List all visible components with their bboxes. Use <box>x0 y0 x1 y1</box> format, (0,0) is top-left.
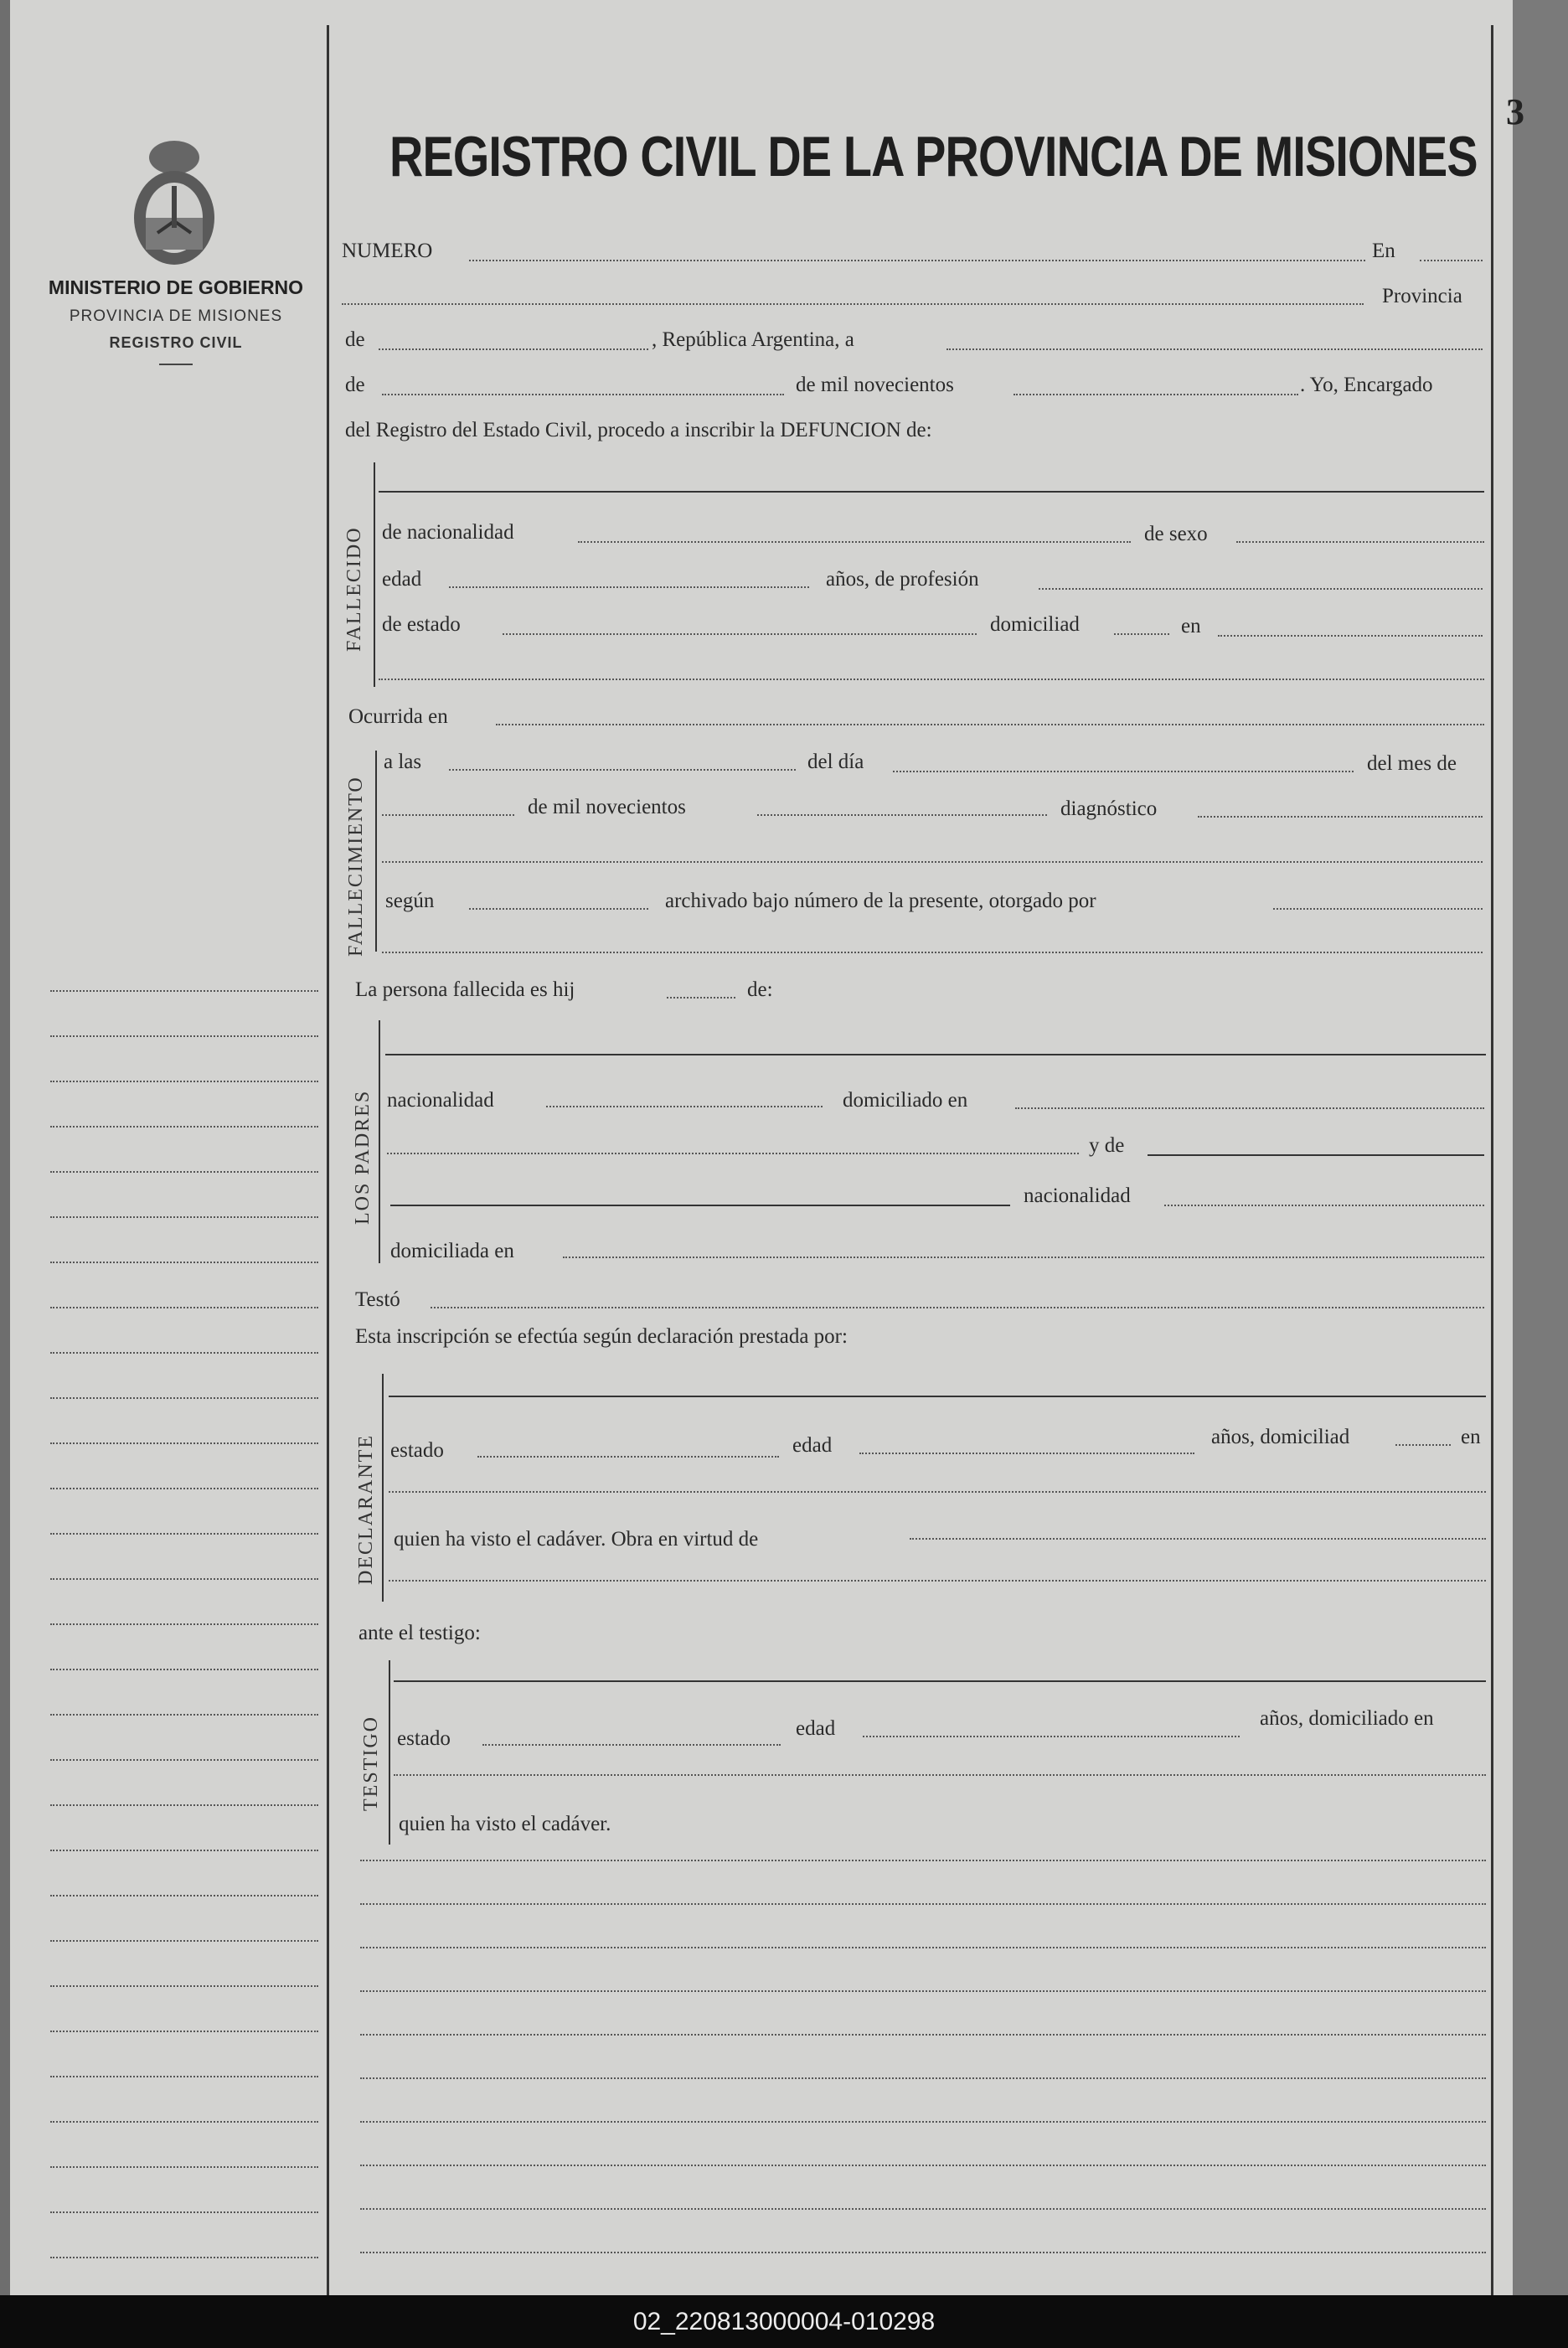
left-margin-rule <box>327 25 329 2295</box>
field-hora[interactable] <box>449 769 796 771</box>
blank-line[interactable] <box>360 2077 1486 2079</box>
field-domiciliad-declarante[interactable] <box>1395 1444 1451 1446</box>
field-profesion[interactable] <box>1039 588 1483 590</box>
declarante-bracket <box>382 1374 384 1602</box>
margin-line[interactable] <box>50 2166 318 2168</box>
label-republica: , República Argentina, a <box>652 328 854 351</box>
margin-line[interactable] <box>50 1397 318 1399</box>
label-yo-encargado: . Yo, Encargado <box>1300 374 1433 396</box>
field-sexo[interactable] <box>1236 541 1484 543</box>
field-province[interactable] <box>379 348 648 350</box>
margin-line[interactable] <box>50 990 318 992</box>
province-name: PROVINCIA DE MISIONES <box>69 307 283 325</box>
label-de-mil: de mil novecientos <box>796 374 954 396</box>
margin-line[interactable] <box>50 1126 318 1128</box>
margin-line[interactable] <box>50 1985 318 1987</box>
label-anos-domiciliado: años, domiciliado en <box>1260 1707 1434 1730</box>
label-ocurrida: Ocurrida en <box>348 705 448 728</box>
right-margin-rule <box>1491 25 1493 2295</box>
field-domicilio-testigo[interactable] <box>394 1774 1486 1776</box>
label-edad-testigo: edad <box>796 1717 836 1740</box>
label-y-de: y de <box>1089 1134 1125 1157</box>
blank-line[interactable] <box>360 2208 1486 2210</box>
declarante-side-label: DECLARANTE <box>355 1434 377 1585</box>
field-obra-virtud-2[interactable] <box>389 1580 1486 1582</box>
field-testigo-name[interactable] <box>394 1680 1486 1682</box>
blank-line[interactable] <box>360 1947 1486 1948</box>
field-year[interactable] <box>1014 394 1298 395</box>
label-de-1: de <box>345 328 365 351</box>
label-quien-obra: quien ha visto el cadáver. Obra en virtud de <box>394 1528 759 1551</box>
label-del-mes: del mes de <box>1367 752 1457 775</box>
field-en[interactable] <box>1420 260 1483 261</box>
margin-line[interactable] <box>50 1895 318 1896</box>
label-nacionalidad-madre: nacionalidad <box>1024 1184 1131 1207</box>
image-id-footer: 02_220813000004-010298 <box>0 2295 1568 2348</box>
field-domicilio[interactable] <box>1218 635 1483 637</box>
blank-line[interactable] <box>360 1990 1486 1992</box>
page-title: REGISTRO CIVIL DE LA PROVINCIA DE MISIONES <box>389 125 1478 188</box>
margin-line[interactable] <box>50 2257 318 2258</box>
field-estado-testigo[interactable] <box>482 1744 781 1746</box>
label-sexo: de sexo <box>1144 523 1208 545</box>
label-anos-profesion: años, de profesión <box>826 568 979 591</box>
field-obra-virtud[interactable] <box>910 1538 1486 1540</box>
margin-line[interactable] <box>50 1940 318 1942</box>
fallecimiento-side-label: FALLECIMIENTO <box>345 776 367 957</box>
field-nacionalidad[interactable] <box>578 541 1131 543</box>
field-segun[interactable] <box>469 908 648 910</box>
label-de-padres: de: <box>747 978 773 1001</box>
label-quien-testigo: quien ha visto el cadáver. <box>399 1813 611 1835</box>
ministry-heading <box>17 276 335 365</box>
field-domicilio-padre[interactable] <box>1015 1107 1484 1109</box>
field-ano[interactable] <box>757 814 1047 816</box>
field-otorgado[interactable] <box>1273 908 1483 910</box>
label-inscripcion: Esta inscripción se efectúa según declaración prestada por: <box>355 1325 848 1348</box>
label-archivado: archivado bajo número de la presente, otorgado por <box>665 890 1096 912</box>
field-day[interactable] <box>946 348 1483 350</box>
label-estado-declarante: estado <box>390 1439 444 1462</box>
margin-line[interactable] <box>50 1714 318 1716</box>
margin-line[interactable] <box>50 1035 318 1037</box>
label-segun: según <box>385 890 435 912</box>
blank-line[interactable] <box>360 1903 1486 1905</box>
label-ante-testigo: ante el testigo: <box>358 1622 481 1644</box>
label-a-las: a las <box>384 751 422 773</box>
registry-name: REGISTRO CIVIL <box>109 334 243 351</box>
label-provincia: Provincia <box>1382 285 1462 307</box>
margin-line[interactable] <box>50 1759 318 1761</box>
field-domicilio-declarante[interactable] <box>389 1491 1486 1493</box>
coat-of-arms-icon <box>124 134 224 268</box>
field-testo[interactable] <box>431 1307 1484 1308</box>
field-locality[interactable] <box>342 303 1364 305</box>
field-edad-declarante[interactable] <box>859 1453 1194 1454</box>
label-domiciliad: domiciliad <box>990 613 1080 636</box>
field-diagnostico[interactable] <box>1198 816 1483 818</box>
label-testo: Testó <box>355 1288 400 1311</box>
page-right-edge <box>1513 0 1568 2295</box>
label-nacionalidad-padre: nacionalidad <box>387 1089 494 1112</box>
margin-line[interactable] <box>50 2121 318 2123</box>
blank-line[interactable] <box>360 2252 1486 2253</box>
field-hij[interactable] <box>667 997 735 999</box>
divider <box>159 364 193 365</box>
margin-line[interactable] <box>50 1669 318 1670</box>
padres-bracket <box>379 1020 380 1263</box>
label-en-declarante: en <box>1461 1426 1481 1448</box>
margin-line[interactable] <box>50 1804 318 1806</box>
label-nacionalidad: de nacionalidad <box>382 521 514 544</box>
field-domicilio-2[interactable] <box>379 679 1484 680</box>
margin-line[interactable] <box>50 1307 318 1308</box>
label-estado-testigo: estado <box>397 1727 451 1750</box>
blank-line[interactable] <box>360 2165 1486 2166</box>
margin-line[interactable] <box>50 1850 318 1851</box>
label-domiciliado-en: domiciliado en <box>843 1089 968 1112</box>
field-edad[interactable] <box>449 586 809 588</box>
label-del-registro: del Registro del Estado Civil, procedo a inscribir la DEFUNCION de: <box>345 419 932 441</box>
field-otorgado-2[interactable] <box>382 952 1483 953</box>
blank-line[interactable] <box>360 2121 1486 2123</box>
ministry-name: MINISTERIO DE GOBIERNO <box>48 276 304 298</box>
field-estado-declarante[interactable] <box>477 1456 779 1458</box>
field-dia[interactable] <box>893 771 1354 772</box>
field-padre-name[interactable] <box>385 1054 1486 1055</box>
field-estado[interactable] <box>503 633 977 635</box>
blank-line[interactable] <box>360 1860 1486 1861</box>
margin-line[interactable] <box>50 1578 318 1580</box>
field-ocurrida[interactable] <box>496 724 1484 725</box>
label-persona-fallecida: La persona fallecida es hij <box>355 978 575 1001</box>
label-anos-domiciliad: años, domiciliad <box>1211 1426 1350 1448</box>
field-mes[interactable] <box>382 814 514 816</box>
label-diagnostico: diagnóstico <box>1060 797 1158 820</box>
fallecimiento-bracket <box>375 751 377 952</box>
label-numero: NUMERO <box>342 240 433 262</box>
field-declarante-name[interactable] <box>389 1396 1486 1397</box>
label-del-dia: del día <box>807 751 864 773</box>
padres-side-label: LOS PADRES <box>352 1089 374 1225</box>
label-domiciliada-en: domiciliada en <box>390 1240 514 1262</box>
field-madre-name-2[interactable] <box>390 1205 1010 1206</box>
field-month[interactable] <box>382 394 784 395</box>
margin-line[interactable] <box>50 1216 318 1218</box>
margin-line[interactable] <box>50 1533 318 1535</box>
label-edad-declarante: edad <box>792 1434 833 1457</box>
label-edad: edad <box>382 568 422 591</box>
field-diagnostico-2[interactable] <box>382 861 1483 863</box>
field-domiciliad[interactable] <box>1114 633 1169 635</box>
margin-line[interactable] <box>50 1442 318 1444</box>
field-nacionalidad-madre[interactable] <box>1164 1205 1484 1206</box>
label-en: En <box>1372 240 1395 262</box>
field-edad-testigo[interactable] <box>863 1736 1240 1737</box>
page-number: 3 <box>1506 91 1524 132</box>
margin-line[interactable] <box>50 2076 318 2077</box>
label-de-mil-2: de mil novecientos <box>528 796 686 818</box>
field-deceased-name[interactable] <box>379 491 1484 493</box>
field-nacionalidad-padre[interactable] <box>546 1106 823 1107</box>
margin-line[interactable] <box>50 1262 318 1263</box>
margin-line[interactable] <box>50 2031 318 2032</box>
margin-line[interactable] <box>50 2211 318 2213</box>
label-estado: de estado <box>382 613 461 636</box>
fallecido-bracket <box>374 462 375 687</box>
label-en-domicilio: en <box>1181 615 1201 637</box>
page-left-edge <box>0 0 10 2295</box>
label-de-2: de <box>345 374 365 396</box>
margin-line[interactable] <box>50 1081 318 1082</box>
field-madre-name[interactable] <box>1148 1154 1484 1156</box>
field-numero[interactable] <box>469 260 1365 261</box>
margin-line[interactable] <box>50 1352 318 1354</box>
margin-line[interactable] <box>50 1488 318 1489</box>
field-domicilio-padre-2[interactable] <box>387 1153 1079 1154</box>
blank-line[interactable] <box>360 2034 1486 2036</box>
field-domicilio-madre[interactable] <box>563 1257 1484 1258</box>
testigo-side-label: TESTIGO <box>360 1716 382 1811</box>
testigo-bracket <box>389 1660 390 1845</box>
margin-line[interactable] <box>50 1171 318 1173</box>
fallecido-side-label: FALLECIDO <box>343 526 365 652</box>
margin-line[interactable] <box>50 1623 318 1625</box>
